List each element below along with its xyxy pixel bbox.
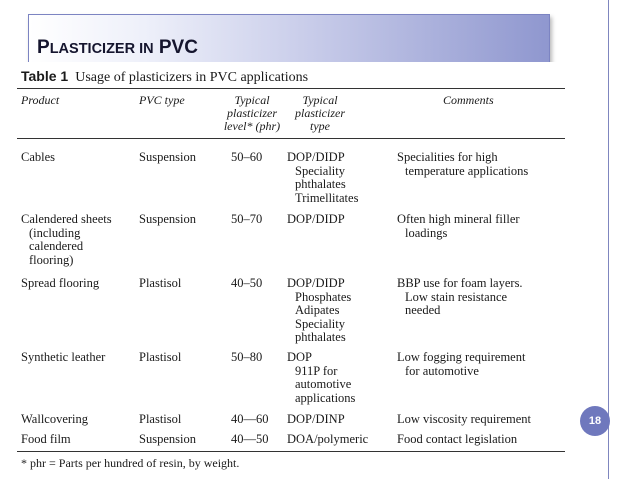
cell-comments-line: Often high mineral filler — [397, 212, 520, 226]
cell-plasticizer-type-line: Speciality — [295, 316, 345, 331]
cell-plasticizer-type — [287, 433, 368, 447]
cell-product-line: (including — [29, 225, 81, 240]
cell-comments-line: for automotive — [405, 363, 479, 378]
cell-comments — [397, 151, 528, 178]
cell-product — [21, 351, 105, 365]
cell-plasticizer-type-line: applications — [295, 390, 356, 405]
cell-level: 40—60 — [231, 412, 269, 426]
cell-plasticizer-type-line: Trimellitates — [295, 190, 359, 205]
plasticizer-table — [17, 62, 565, 474]
cell-product-line: Synthetic leather — [21, 350, 106, 364]
cell-product — [21, 213, 112, 267]
cell-level: 40–50 — [231, 276, 263, 290]
cell-product-line: flooring) — [29, 252, 74, 267]
cell-product-line: Spread flooring — [21, 276, 100, 290]
cell-pvc-type: Plastisol — [139, 412, 182, 426]
page-number-badge: 18 — [580, 406, 610, 436]
header-product: Product — [21, 93, 60, 107]
cell-plasticizer-type-line: DOP/DIDP — [287, 276, 345, 290]
slide-right-rule — [608, 0, 609, 479]
cell-product — [21, 151, 55, 165]
title-rest: LASTICIZER IN — [49, 41, 154, 57]
cell-comments-line: Low stain resistance — [405, 289, 508, 304]
cell-pvc-type: Plastisol — [139, 276, 182, 290]
cell-plasticizer-type-line: DOP/DIDP — [287, 212, 345, 226]
title-first-letter: P — [37, 37, 50, 58]
cell-product — [21, 413, 88, 427]
cell-comments-line: Food contact legislation — [397, 432, 518, 446]
cell-comments — [397, 433, 517, 447]
cell-plasticizer-type — [287, 277, 351, 345]
cell-plasticizer-type — [287, 413, 345, 427]
cell-comments — [397, 413, 531, 427]
table-caption-text: Usage of plasticizers in PVC applications — [68, 70, 309, 85]
cell-level: 50–80 — [231, 350, 263, 364]
cell-product — [21, 433, 71, 447]
header-level: Typical plasticizer level* (phr) — [223, 93, 281, 133]
header-pvc-type: PVC type — [139, 93, 185, 107]
title-tail: PVC — [153, 37, 198, 58]
table-footnote: * phr = Parts per hundred of resin, by weight. — [21, 456, 240, 470]
cell-level: 50–60 — [231, 150, 263, 164]
cell-comments-line: Low fogging requirement — [397, 350, 526, 364]
cell-plasticizer-type-line: Adipates — [295, 303, 340, 317]
cell-plasticizer-type — [287, 151, 358, 205]
cell-pvc-type: Suspension — [139, 212, 196, 226]
cell-product-line: calendered — [29, 239, 84, 253]
cell-pvc-type: Plastisol — [139, 350, 182, 364]
cell-plasticizer-type-line: DOP — [287, 350, 313, 364]
cell-comments-line: needed — [405, 303, 441, 317]
header-bottom-rule — [17, 138, 565, 139]
cell-comments — [397, 277, 523, 318]
table-bottom-rule — [17, 451, 565, 452]
header-comments: Comments — [443, 93, 494, 107]
cell-product-line: Food film — [21, 432, 71, 446]
cell-plasticizer-type-line: phthalates — [295, 330, 346, 344]
cell-plasticizer-type — [287, 351, 355, 405]
table-top-rule — [17, 88, 565, 89]
cell-comments-line: Specialities for high — [397, 150, 498, 164]
cell-comments-line: loadings — [405, 225, 448, 240]
cell-plasticizer-type-line: 911P for — [295, 363, 338, 378]
cell-level: 40—50 — [231, 432, 269, 446]
cell-plasticizer-type-line: Speciality — [295, 163, 345, 178]
cell-comments-line: temperature applications — [405, 163, 529, 178]
slide-title — [37, 37, 198, 59]
cell-comments — [397, 351, 525, 378]
table-caption — [21, 68, 308, 86]
cell-comments — [397, 213, 520, 240]
cell-comments-line: BBP use for foam layers. — [397, 276, 523, 290]
cell-plasticizer-type-line: phthalates — [295, 177, 346, 191]
cell-product — [21, 277, 99, 291]
table-caption-label: Table 1 — [21, 68, 69, 84]
cell-product-line: Calendered sheets — [21, 212, 112, 226]
cell-plasticizer-type-line: DOP/DINP — [287, 412, 345, 426]
cell-plasticizer-type — [287, 213, 345, 227]
cell-plasticizer-type-line: DOP/DIDP — [287, 150, 345, 164]
cell-plasticizer-type-line: automotive — [295, 377, 352, 391]
cell-product-line: Cables — [21, 150, 56, 164]
cell-plasticizer-type-line: DOA/polymeric — [287, 432, 369, 446]
title-bar — [28, 14, 550, 66]
cell-plasticizer-type-line: Phosphates — [295, 289, 352, 304]
cell-level: 50–70 — [231, 212, 263, 226]
cell-pvc-type: Suspension — [139, 432, 196, 446]
cell-comments-line: Low viscosity requirement — [397, 412, 531, 426]
cell-pvc-type: Suspension — [139, 150, 196, 164]
cell-product-line: Wallcovering — [21, 412, 89, 426]
header-plasticizer-type: Typical plasticizer type — [295, 93, 345, 133]
